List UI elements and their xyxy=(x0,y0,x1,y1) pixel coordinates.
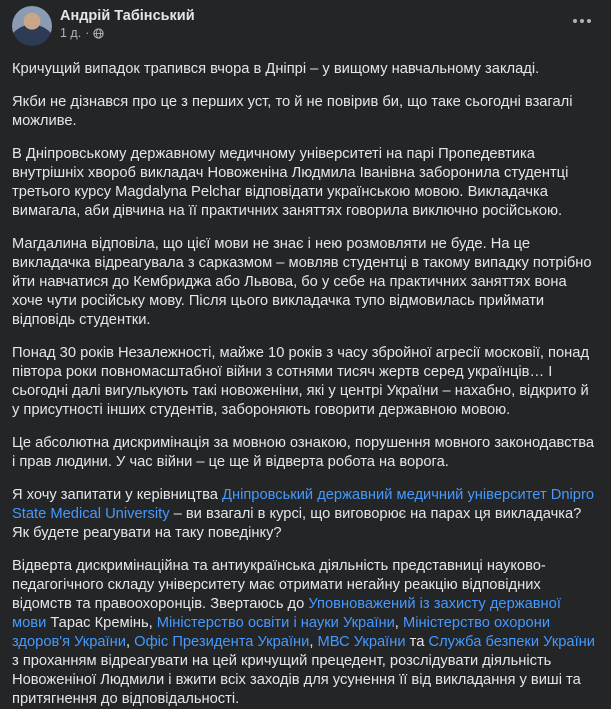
text-segment: Я хочу запитати у керівництва xyxy=(12,487,223,503)
text-segment: , xyxy=(309,634,318,650)
paragraph-7 xyxy=(12,486,599,543)
dot xyxy=(580,19,584,23)
health-ministry-link[interactable]: Міністерство охорони здоров'я України xyxy=(12,615,551,650)
text-segment: та xyxy=(405,634,429,650)
ellipsis-icon[interactable] xyxy=(567,10,597,32)
text-segment: Відверта дискримінаційна та антиукраїнська діяльність представниці науково-педагогічного складу університету має отримати негайну реакцію відповідних відомств та правоохоронців. Звертаюсь до xyxy=(12,558,546,612)
security-service-link[interactable]: Служба безпеки України xyxy=(428,634,595,650)
author-name[interactable]: Андрій Табінський xyxy=(60,8,195,24)
text-segment: , xyxy=(125,634,135,650)
paragraph-2: Якби не дізнався про це з перших уст, то й не повірив би, що таке сьогодні взагалі можливе. xyxy=(12,94,573,129)
president-office-link[interactable]: Офіс Президента України xyxy=(134,634,310,650)
dot xyxy=(573,19,577,23)
separator-dot: · xyxy=(85,26,90,40)
text-segment: , xyxy=(394,615,403,631)
avatar[interactable] xyxy=(12,6,52,46)
paragraph-6: Це абсолютна дискримінація за мовною ознакою, порушення мовного законодавства і прав людини. У час війни – це ще й відверта робота на ворога. xyxy=(12,435,595,470)
post-subline xyxy=(60,25,195,42)
post-header xyxy=(12,8,599,44)
paragraph-3: В Дніпровському державному медичному університеті на парі Пропедевтика внутрішніх хвороб викладач Новоженіна Людмила Іванівна заборонила студентці третього курсу Magdalyna Pelchar відповідати українською мовою. Викладачка вимагала, аби дівчина на її практичних заняттях говорила виключно російською. xyxy=(12,146,569,219)
post-body xyxy=(12,60,599,709)
language-ombudsman-link[interactable]: Уповноважений із захисту державної мови xyxy=(12,596,561,631)
post-time[interactable]: 1 д. xyxy=(60,26,82,40)
paragraph-8 xyxy=(12,557,599,709)
university-page-link[interactable]: Дніпровський державний медичний університет Dnipro State Medical University xyxy=(12,487,595,522)
text-segment: з проханням відреагувати на цей кричущий прецедент, розслідувати діяльність Новоженіної Людмили і вжити всіх заходів для усунення її від викладання у виші та притягнення до відповідальності. xyxy=(12,653,581,707)
paragraph-5: Понад 30 років Незалежності, майже 10 років з часу збройної агресії московії, понад півтора роки повномасштабної війни з сотнями тисяч жертв серед українців… І сьогодні далі вигулькують такі новоженіни, які у центрі України – нахабно, відкрито й у присутності інших студентів, забороняють говорити державною мовою. xyxy=(12,345,590,418)
paragraph-4: Магдалина відповіла, що цієї мови не знає і нею розмовляти не буде. На це викладачка відреагувала з сарказмом – мовляв студентці в такому випадку потрібно йти навчатися до Кембриджа або Львова, бо у себе на практичних заняттях вона хоче чути російську мову. Після цього викладачка тупо відмовилась приймати відповідь студентки. xyxy=(12,236,592,328)
text-segment: – ви взагалі в курсі, що виговорює на парах ця викладачка? Як будете реагувати на таку поведінку? xyxy=(12,506,582,541)
interior-ministry-link[interactable]: МВС України xyxy=(317,634,406,650)
dot xyxy=(587,19,591,23)
paragraph-1: Кричущий випадок трапився вчора в Дніпрі – у вищому навчальному закладі. xyxy=(12,61,540,77)
education-ministry-link[interactable]: Міністерство освіти і науки України xyxy=(156,615,395,631)
text-segment: Тарас Кремінь, xyxy=(46,615,157,631)
globe-icon[interactable] xyxy=(93,28,104,39)
post-meta xyxy=(60,8,195,42)
